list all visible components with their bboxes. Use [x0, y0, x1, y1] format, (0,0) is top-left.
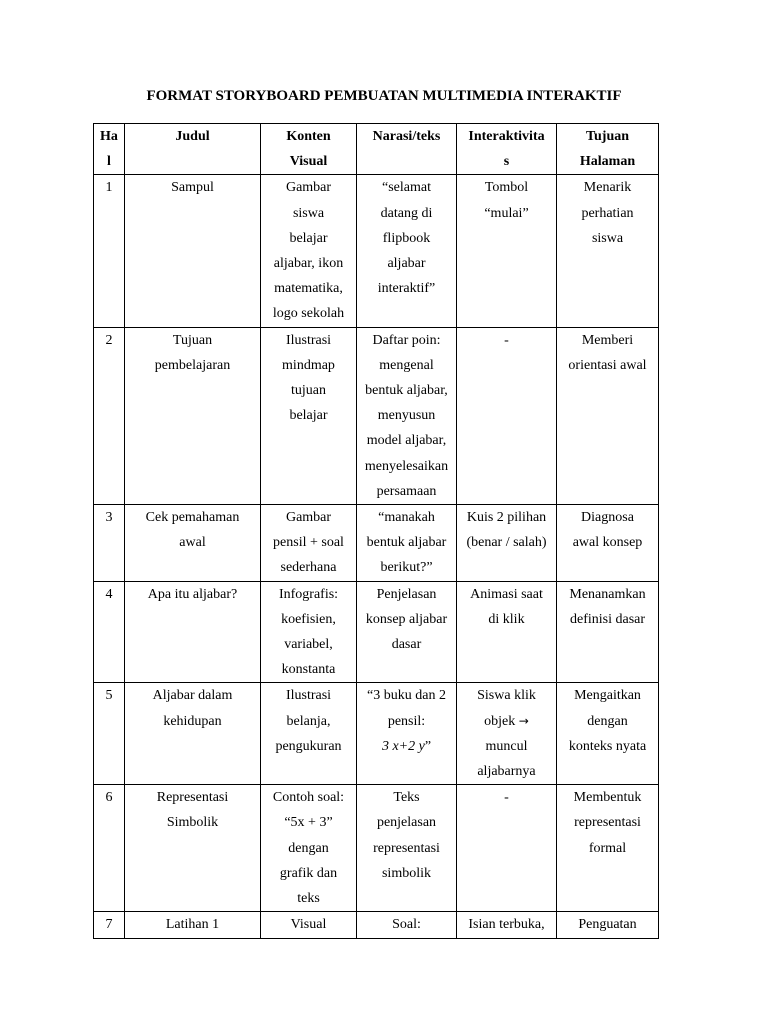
- header-narasi-teks-label: Narasi/teks: [372, 129, 441, 144]
- cell-interaktivitas: [457, 581, 557, 683]
- cell-tujuan: [557, 912, 659, 938]
- table-row: [94, 505, 659, 582]
- header-konten-visual: [261, 124, 357, 175]
- cell-konten: [261, 581, 357, 683]
- cell-text: Daftar poin: mengenal bentuk aljabar, menyusun model aljabar, menyelesaikan persamaan: [364, 332, 449, 499]
- cell-text: Ilustrasi belanja, pengukuran: [275, 688, 342, 754]
- cell-text: Visual: [290, 917, 327, 933]
- cell-text: “manakah bentuk aljabar berikut?”: [366, 510, 447, 576]
- cell-hal: [94, 912, 125, 938]
- cell-tujuan: [557, 581, 659, 683]
- cell-text: Latihan 1: [165, 917, 220, 933]
- cell-hal: [94, 175, 125, 327]
- cell-text: 4: [105, 586, 113, 602]
- cell-judul: [125, 785, 261, 912]
- cell-narasi: [357, 785, 457, 912]
- cell-text: Contoh soal: “5x + 3” dengan grafik dan teks: [272, 790, 345, 907]
- header-narasi-teks: [357, 124, 457, 175]
- cell-text: Cek pemahaman awal: [145, 510, 240, 551]
- cell-interaktivitas: [457, 785, 557, 912]
- cell-konten: [261, 175, 357, 327]
- cell-text: Menanamkan definisi dasar: [569, 586, 646, 627]
- table-row: [94, 327, 659, 504]
- cell-text: 3: [105, 510, 113, 526]
- storyboard-table: [93, 123, 659, 939]
- cell-narasi: [357, 912, 457, 938]
- table-row: [94, 175, 659, 327]
- cell-judul: [125, 683, 261, 785]
- cell-text: Mengaitkan dengan konteks nyata: [568, 688, 647, 754]
- cell-tujuan: [557, 505, 659, 582]
- arrow-line: [460, 709, 553, 734]
- math-expression: 3 x+2 y: [381, 738, 425, 754]
- cell-interaktivitas: [457, 327, 557, 504]
- cell-text: Gambar siswa belajar aljabar, ikon matematika, logo sekolah: [272, 180, 345, 322]
- cell-text: “3 buku dan 2: [367, 688, 446, 704]
- document-title: FORMAT STORYBOARD PEMBUATAN MULTIMEDIA INTERAKTIF: [146, 88, 622, 104]
- cell-hal: [94, 683, 125, 785]
- cell-judul: [125, 505, 261, 582]
- closing-quote: ”: [424, 738, 432, 754]
- header-interaktivitas: [457, 124, 557, 175]
- cell-hal: [94, 327, 125, 504]
- table-row: [94, 785, 659, 912]
- cell-text: 1: [105, 180, 113, 196]
- header-hal-label: Ha l: [100, 129, 118, 170]
- cell-konten: [261, 327, 357, 504]
- cell-judul: [125, 327, 261, 504]
- math-line: [360, 734, 453, 759]
- cell-judul: [125, 912, 261, 938]
- cell-text: Memberi orientasi awal: [568, 332, 647, 373]
- cell-narasi: [357, 505, 457, 582]
- cell-text: Representasi Simbolik: [156, 790, 229, 831]
- cell-text: Teks penjelasan representasi simbolik: [373, 790, 440, 881]
- cell-text: Animasi saat di klik: [470, 586, 543, 627]
- cell-text: Isian terbuka,: [468, 917, 545, 933]
- cell-text: Tombol “mulai”: [484, 180, 529, 221]
- cell-text: pensil:: [387, 713, 426, 729]
- cell-tujuan: [557, 683, 659, 785]
- cell-text: 5: [105, 688, 113, 704]
- cell-judul: [125, 581, 261, 683]
- cell-text: Membentuk representasi formal: [573, 790, 642, 856]
- cell-text: 7: [105, 917, 113, 933]
- cell-text: Menarik perhatian siswa: [581, 180, 634, 246]
- table-header-row: [94, 124, 659, 175]
- cell-narasi: [357, 683, 457, 785]
- cell-text: -: [504, 790, 509, 806]
- cell-narasi: [357, 327, 457, 504]
- header-hal: [94, 124, 125, 175]
- cell-interaktivitas: [457, 175, 557, 327]
- cell-text: muncul aljabarnya: [477, 738, 536, 780]
- header-judul-label: Judul: [175, 129, 210, 144]
- cell-judul: [125, 175, 261, 327]
- header-interaktivitas-label: Interaktivita s: [468, 129, 545, 170]
- cell-text: Sampul: [171, 180, 214, 196]
- cell-interaktivitas: [457, 505, 557, 582]
- cell-konten: [261, 785, 357, 912]
- cell-text: Siswa klik: [477, 688, 536, 704]
- cell-text: 2: [105, 332, 113, 348]
- cell-text: 6: [105, 790, 113, 806]
- cell-interaktivitas: [457, 912, 557, 938]
- cell-text: Apa itu aljabar?: [147, 586, 238, 602]
- cell-text: -: [504, 332, 509, 348]
- cell-text: Aljabar dalam kehidupan: [152, 688, 233, 729]
- cell-tujuan: [557, 327, 659, 504]
- cell-konten: [261, 912, 357, 938]
- table-row: [94, 912, 659, 938]
- right-arrow-icon: →: [518, 713, 529, 728]
- cell-narasi: [357, 581, 457, 683]
- header-konten-visual-label: Konten Visual: [286, 129, 331, 170]
- table-row: [94, 581, 659, 683]
- header-tujuan-halaman: [557, 124, 659, 175]
- cell-hal: [94, 581, 125, 683]
- cell-text: Penjelasan konsep aljabar dasar: [365, 586, 448, 653]
- cell-text: “selamat datang di flipbook aljabar interaktif”: [377, 180, 436, 297]
- cell-konten: [261, 683, 357, 785]
- cell-text: Soal:: [392, 917, 421, 933]
- table-row: [94, 683, 659, 785]
- cell-text: objek: [484, 713, 516, 729]
- cell-text: Infografis: koefisien, variabel, konstanta: [278, 586, 339, 678]
- cell-text: Diagnosa awal konsep: [572, 510, 643, 551]
- cell-hal: [94, 785, 125, 912]
- cell-text: Tujuan pembelajaran: [154, 332, 231, 373]
- cell-konten: [261, 505, 357, 582]
- cell-text: Ilustrasi mindmap tujuan belajar: [282, 332, 335, 424]
- cell-tujuan: [557, 175, 659, 327]
- cell-text: Penguatan: [578, 917, 637, 933]
- header-judul: [125, 124, 261, 175]
- cell-narasi: [357, 175, 457, 327]
- header-tujuan-halaman-label: Tujuan Halaman: [579, 129, 636, 170]
- cell-interaktivitas: [457, 683, 557, 785]
- cell-hal: [94, 505, 125, 582]
- cell-text: Gambar pensil + soal sederhana: [273, 510, 344, 576]
- cell-text: Kuis 2 pilihan (benar / salah): [466, 510, 547, 551]
- cell-tujuan: [557, 785, 659, 912]
